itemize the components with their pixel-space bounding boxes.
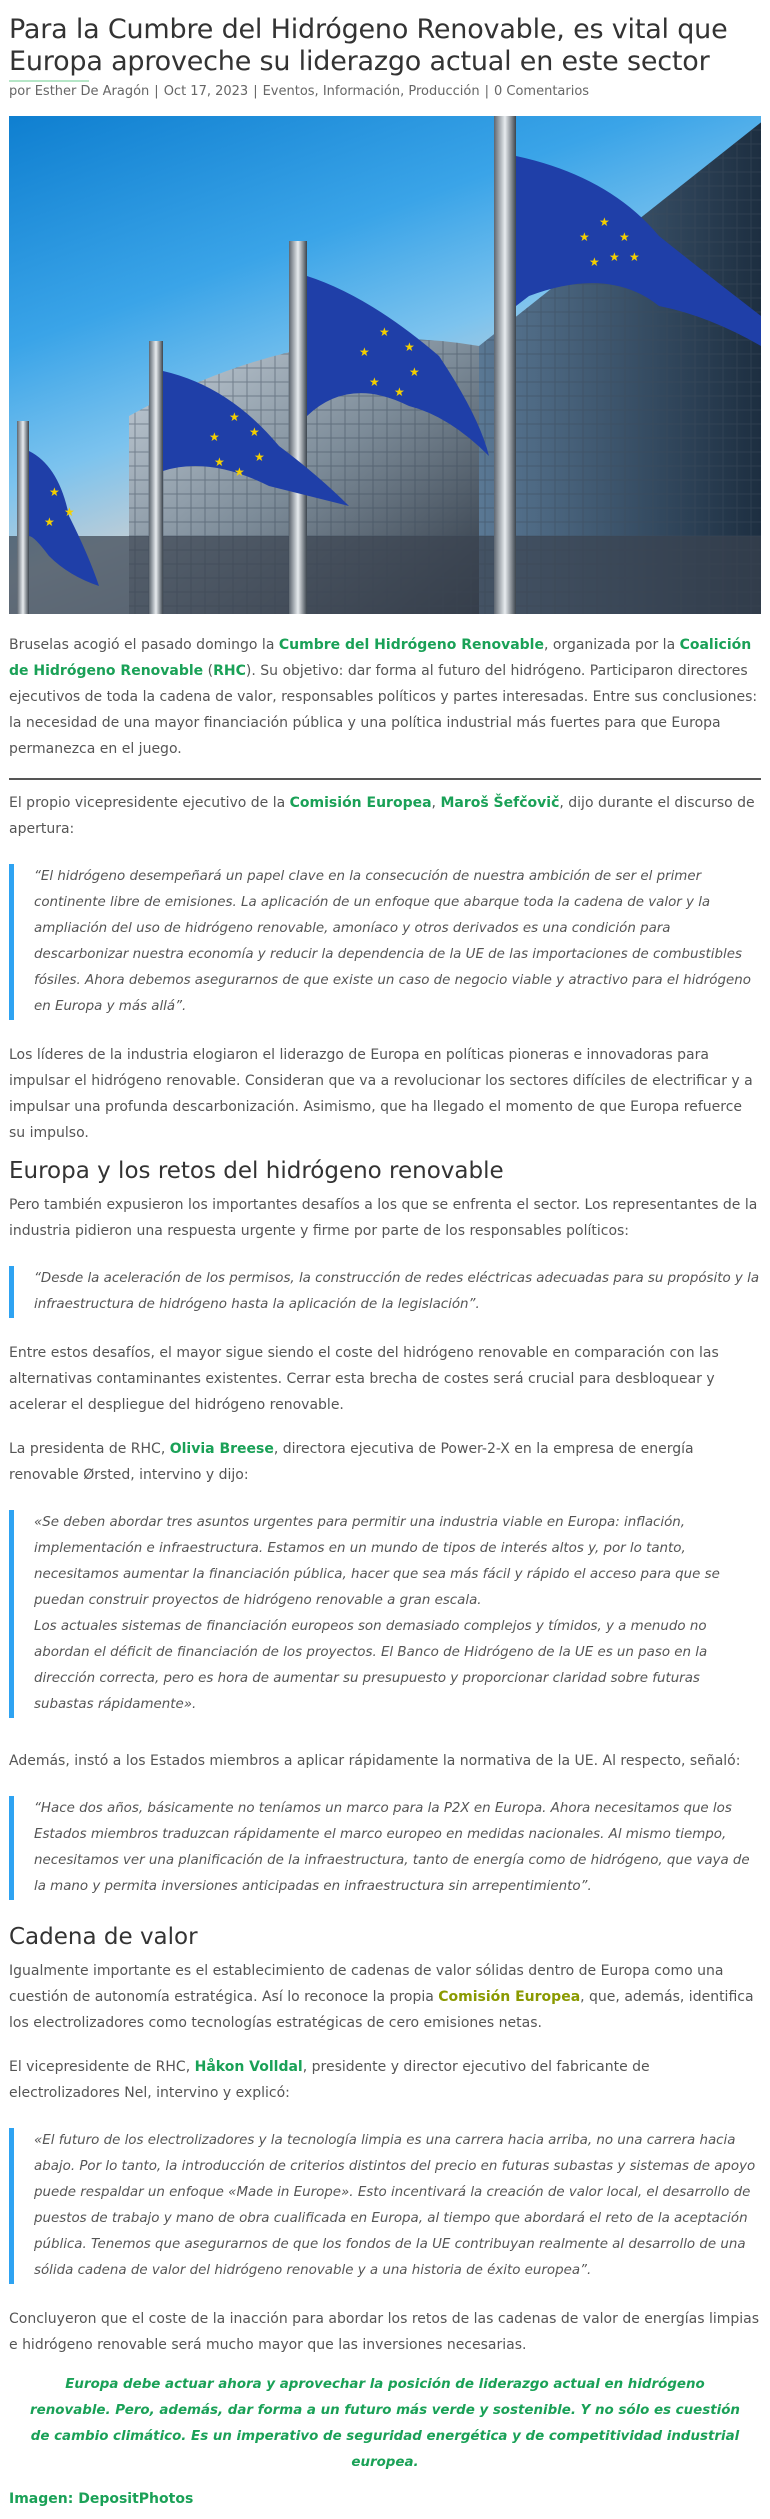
quote-volldal: «El futuro de los electrolizadores y la tecnología limpia es una carrera hacia arriba, no una carrera hacia abajo. Por lo tanto, la introducción de criterios distintos del precio en futuras subastas y sistemas de apoyo puede respaldar un enfoque «Made in Europe». Esto incentivará la creación de valor local, el desarrollo de puestos de trabajo y mano de obra cualificada en Europa, al tiempo que abordará el reto de la aceptación pública. Tenemos que asegurarnos de que los fondos de la UE contribuyan realmente al desarrollo de una sólida cadena de valor del hidrógeno renovable y a una historia de éxito europea”. xyxy=(9,2128,761,2284)
comments-link[interactable]: 0 Comentarios xyxy=(494,84,590,99)
quote-marco: “Hace dos años, básicamente no teníamos un marco para la P2X en Europa. Ahora necesitamos que los Estados miembros traduzcan rápidamente el marco europeo en medidas nacionales. Al mismo tiempo, necesitamos ver una planificación de la infraestructura, tanto de energía como de hidrógeno, que vaya de la mano y permita inversiones anticipadas en infraestructura sin arrepentimiento”. xyxy=(9,1796,761,1900)
category-link-informacion[interactable]: Información xyxy=(322,84,401,99)
paragraph-estados: Además, instó a los Estados miembros a aplicar rápidamente la normativa de la UE. Al respecto, señaló: xyxy=(9,1753,741,1769)
hero-image xyxy=(9,116,761,614)
author-link[interactable]: Esther De Aragón xyxy=(34,84,150,99)
text: La presidenta de RHC, xyxy=(9,1441,170,1457)
svg-text:★: ★ xyxy=(209,430,220,444)
post-date: Oct 17, 2023 xyxy=(163,84,249,99)
link-hakon-volldal[interactable]: Håkon Volldal xyxy=(194,2059,303,2075)
paragraph-lideres: Los líderes de la industria elogiaron el liderazgo de Europa en políticas pioneras e innovadoras para impulsar el hidrógeno renovable. Consideran que va a revolucionar los sectores difíciles de electrificar y a impulsar una profunda descarbonización. Asimismo, que ha llegado el momento de que Europa refuerce su impulso. xyxy=(9,1047,753,1141)
paragraph-conclusion: Concluyeron que el coste de la inacción para abordar los retos de las cadenas de valor de energías limpias e hidrógeno renovable será mucho mayor que las inversiones necesarias. xyxy=(9,2311,760,2353)
svg-text:★: ★ xyxy=(64,505,75,519)
category-link-produccion[interactable]: Producción xyxy=(408,84,480,99)
credit-label: Imagen: xyxy=(9,2491,79,2507)
svg-text:★: ★ xyxy=(254,450,265,464)
svg-text:★: ★ xyxy=(44,515,55,529)
text: , xyxy=(431,795,441,811)
svg-text:★: ★ xyxy=(229,410,240,424)
quote-sefcovic: “El hidrógeno desempeñará un papel clave en la consecución de nuestra ambición de ser el primer continente libre de emisiones. La aplicación de un enfoque que abarque toda la cadena de valor y la ampliación del uso de hidrógeno renovable, amoníaco y otros derivados es una condición para descarbonizar nuestra economía y reducir la dependencia de la UE de las importaciones de combustibles fósiles. Ahora debemos asegurarnos de que existe un caso de negocio viable y atractivo para el hidrógeno en Europa y más allá”. xyxy=(9,864,761,1020)
text: ). Su objetivo: dar forma al futuro del hidrógeno. Participaron directores ejecutivos de toda la cadena de valor, responsables políticos y partes interesadas. Entre sus conclusiones: la necesidad de una mayor financiación pública y una política industrial más fuertes para que Europa permanezca en el juego. xyxy=(9,663,758,757)
image-credit xyxy=(9,2486,761,2512)
link-comision-europea-2[interactable]: Comisión Europea xyxy=(438,1989,581,2005)
text: , presidente y director ejecutivo del fabricante de electrolizadores Nel, intervino y explicó: xyxy=(9,2059,650,2101)
quote-breese-part-2: Los actuales sistemas de financiación europeos son demasiado complejos y tímidos, y a menudo no abordan el déficit de financiación de los proyectos. El Banco de Hidrógeno de la UE es un paso en la dirección correcta, pero es hora de aumentar su presupuesto y proporcionar claridad sobre futuras subastas rápidamente». xyxy=(34,1619,708,1712)
quote-breese-part-1: «Se deben abordar tres asuntos urgentes para permitir una industria viable en Europa: inflación, implementación e infraestructura. Estamos en un mundo de tipos de interés altos y, por lo tanto, necesitamos aumentar la financiación pública, hacer que sea más fácil y rápido el acceso para que se puedan construir proyectos de hidrógeno renovable a gran escala. xyxy=(34,1515,720,1608)
svg-text:★: ★ xyxy=(369,375,380,389)
paragraph-vicepresidente xyxy=(9,790,761,842)
svg-text:★: ★ xyxy=(379,325,390,339)
svg-text:★: ★ xyxy=(249,425,260,439)
link-olivia-breese[interactable]: Olivia Breese xyxy=(169,1441,274,1457)
page-title: Para la Cumbre del Hidrógeno Renovable, es vital que Europa aproveche su liderazgo actual en este sector xyxy=(9,14,728,77)
section-heading-cadena: Cadena de valor xyxy=(9,1924,198,1950)
svg-text:★: ★ xyxy=(609,250,620,264)
svg-text:★: ★ xyxy=(589,255,600,269)
text: Igualmente importante es el establecimiento de cadenas de valor sólidas dentro de Europa como una cuestión de autonomía estratégica. Así lo reconoce la propia xyxy=(9,1963,724,2005)
link-rhc[interactable]: RHC xyxy=(213,663,246,679)
paragraph-volldal xyxy=(9,2054,761,2106)
svg-text:★: ★ xyxy=(629,250,640,264)
text: El vicepresidente de RHC, xyxy=(9,2059,195,2075)
eu-flags-illustration xyxy=(9,116,761,614)
meta-prefix: por xyxy=(9,84,31,99)
link-depositphotos[interactable]: DepositPhotos xyxy=(78,2491,194,2507)
text: Bruselas acogió el pasado domingo la xyxy=(9,637,279,653)
svg-text:★: ★ xyxy=(234,465,245,479)
text: El propio vicepresidente ejecutivo de la xyxy=(9,795,290,811)
category-link-eventos[interactable]: Eventos xyxy=(262,84,315,99)
text: , organizada por la xyxy=(543,637,680,653)
paragraph-desafios: Pero también expusieron los importantes desafíos a los que se enfrenta el sector. Los representantes de la industria pidieron una respuesta urgente y firme por parte de los responsables políticos: xyxy=(9,1197,758,1239)
paragraph-intro xyxy=(9,632,761,762)
svg-text:★: ★ xyxy=(394,385,405,399)
text: , que, además, identifica los electrolizadores como tecnologías estratégicas de cero emisiones netas. xyxy=(9,1989,754,2031)
link-cumbre[interactable]: Cumbre del Hidrógeno Renovable xyxy=(278,637,544,653)
svg-text:★: ★ xyxy=(49,485,60,499)
paragraph-presidenta xyxy=(9,1436,761,1488)
text: ( xyxy=(203,663,214,679)
text: , dijo durante el discurso de apertura: xyxy=(9,795,755,837)
link-comision-europea[interactable]: Comisión Europea xyxy=(289,795,432,811)
paragraph-cadenas xyxy=(9,1958,761,2036)
quote-breese xyxy=(9,1510,761,1718)
link-sefcovic[interactable]: Maroš Šefčovič xyxy=(440,795,560,811)
svg-text:★: ★ xyxy=(214,455,225,469)
svg-text:★: ★ xyxy=(619,230,630,244)
svg-text:★: ★ xyxy=(599,215,610,229)
section-heading-retos: Europa y los retos del hidrógeno renovable xyxy=(9,1158,504,1184)
quote-permisos: “Desde la aceleración de los permisos, la construcción de redes eléctricas adecuadas para su propósito y la infraestructura de hidrógeno hasta la aplicación de la legislación”. xyxy=(9,1266,761,1318)
svg-text:★: ★ xyxy=(404,340,415,354)
divider xyxy=(9,778,761,780)
svg-text:★: ★ xyxy=(579,230,590,244)
post-meta: por Esther De Aragón | Oct 17, 2023 | Eventos, Información, Producción | 0 Comentarios xyxy=(9,84,590,99)
svg-text:★: ★ xyxy=(359,345,370,359)
text: , directora ejecutiva de Power-2-X en la empresa de energía renovable Ørsted, intervino y dijo: xyxy=(9,1441,694,1483)
svg-text:★: ★ xyxy=(409,365,420,379)
closing-statement: Europa debe actuar ahora y aprovechar la posición de liderazgo actual en hidrógeno renovable. Pero, además, dar forma a un futuro más verde y sostenible. Y no sólo es cuestión de cambio climático. Es un imperativo de seguridad energética y de competitividad industrial europea. xyxy=(30,2377,740,2470)
paragraph-coste: Entre estos desafíos, el mayor sigue siendo el coste del hidrógeno renovable en comparación con las alternativas contaminantes existentes. Cerrar esta brecha de costes será crucial para desbloquear y acelerar el despliegue del hidrógeno renovable. xyxy=(9,1345,719,1413)
link-coalicion[interactable]: Coalición de Hidrógeno Renovable xyxy=(9,637,752,679)
